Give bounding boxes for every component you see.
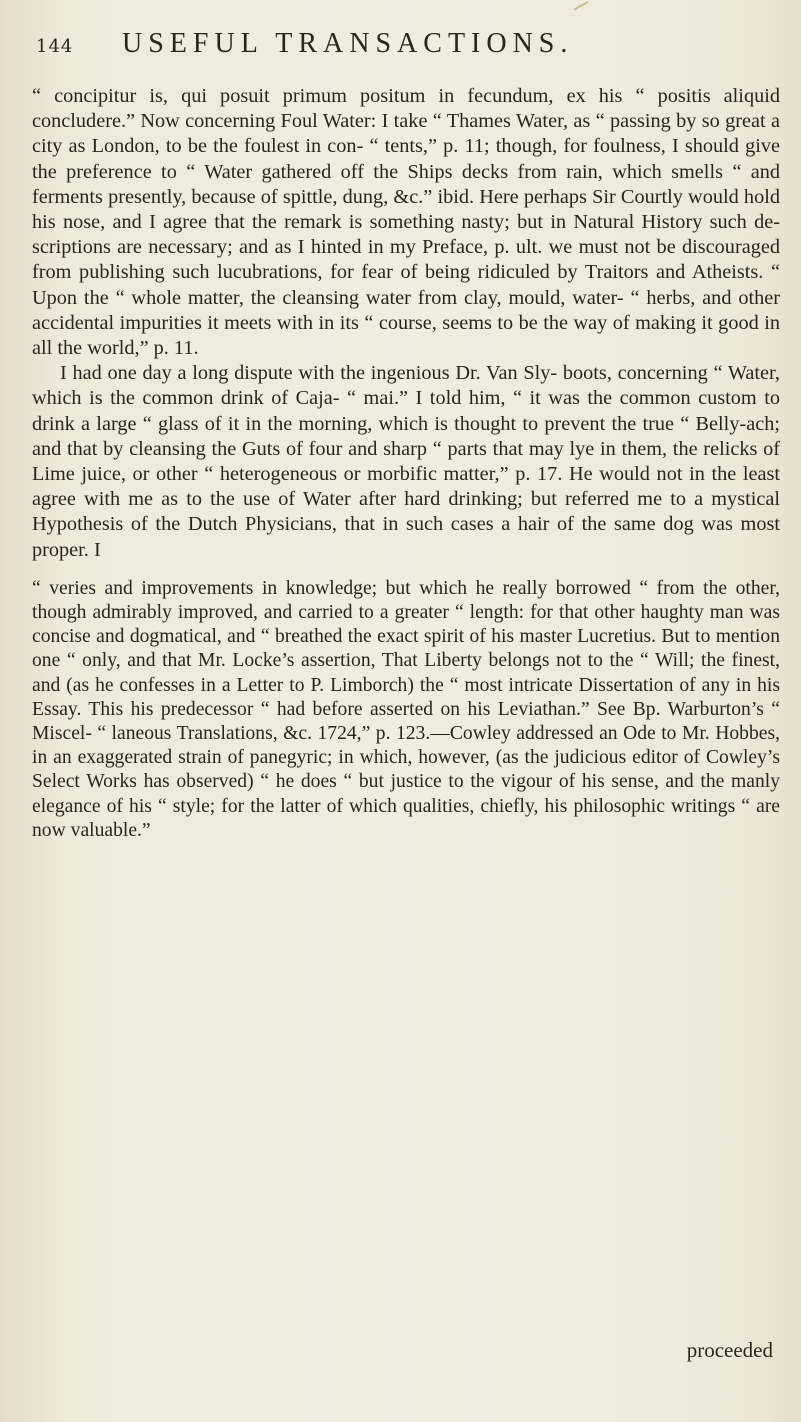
ink-stain — [574, 1, 595, 21]
catchword: proceeded — [686, 1338, 773, 1362]
running-head: USEFUL TRANSACTIONS. — [122, 28, 574, 59]
body-text — [32, 84, 780, 843]
page-header — [36, 22, 776, 66]
paragraph-3: “ veries and improvements in knowledge; but which he really borrowed “ from the other, though admirably improved, and carried to a greater “ length: for that other haughty man was concise and dogmatical, and “ breathed the exact spirit of his master Lucretius. But to mention one “ only, and that Mr. Locke’s assertion, That Liberty belongs not to the “ Will; the finest, and (as he confesses in a Letter to P. Limborch) the “ most intricate Dissertation of any in his Essay. This his predecessor “ had before asserted on his Leviathan.” See Bp. Warburton’s “ Miscel- “ laneous Translations, &c. 1724,” p. 123.—Cowley addressed an Ode to Mr. Hobbes, in an exaggerated strain of panegyric; in which, however, (as the judicious editor of Cowley’s Select Works has observed) “ he does “ but justice to the vigour of his sense, and the manly elegance of his “ style; for the latter of which qualities, chiefly, his philosophic writings “ are now valuable.” — [32, 577, 780, 841]
paragraph-1: “ concipitur is, qui posuit primum positum in fecundum, ex his “ positis aliquid concludere.” Now concerning Foul Water: I take “ Thames Water, as “ passing by so great a city as London, to be the foulest in con- “ tents,” p. 11; though, for foulness, I should give the preference to “ Water gathered off the Ships decks from rain, which smells “ and ferments presently, because of spittle, dung, &c.” ibid. Here perhaps Sir Courtly would hold his nose, and I agree that the remark is something nasty; but in Natural History such de- scriptions are necessary; and as I hinted in my Preface, p. ult. we must not be discouraged from publishing such lucubrations, for fear of being ridiculed by Traitors and Atheists. “ Upon the “ whole matter, the cleansing water from clay, mould, water- “ herbs, and other accidental impurities it meets with in its “ course, seems to be the way of making it good in all the world,” p. 11. — [32, 85, 780, 360]
paragraph-2: I had one day a long dispute with the ingenious Dr. Van Sly- boots, concerning “ Water, which is the common drink of Caja- “ mai.” I told him, “ it was the common custom to drink a large “ glass of it in the morning, which is thought to prevent the true “ Belly-ach; and that by cleansing the Guts of four and sharp “ parts that may lye in them, the relicks of Lime juice, or other “ heterogeneous or morbific matter,” p. 17. He would not in the least agree with me as to the use of Water after hard drinking; but referred me to a mystical Hypothesis of the Dutch Physicians, that in such cases a hair of the same dog was most proper. I — [32, 362, 780, 561]
page-number: 144 — [36, 36, 74, 57]
